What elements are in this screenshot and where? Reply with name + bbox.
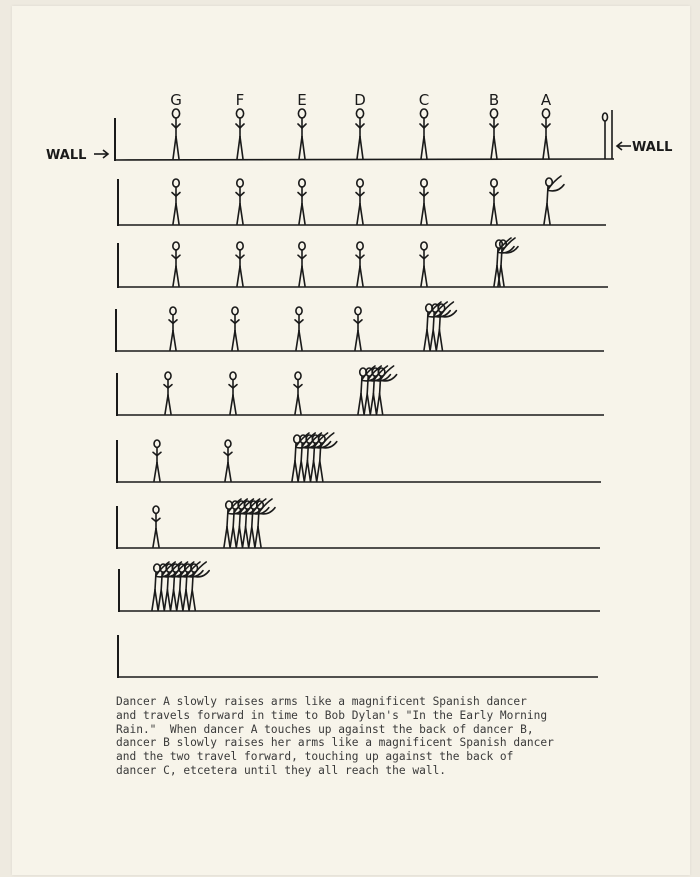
dancer-letter: C (418, 91, 430, 109)
right-wall-post (603, 110, 613, 159)
standing-dancer-figure (152, 506, 160, 547)
diagram-row (118, 238, 608, 288)
standing-dancer-figure (298, 109, 306, 159)
dancer-letter: G (170, 91, 182, 109)
standing-dancer-figure (356, 179, 364, 224)
diagram-row (117, 433, 601, 483)
standing-dancer-figure (295, 307, 303, 350)
standing-dancer-figure (164, 372, 172, 414)
caption-line: dancer C, etcetera until they all reach the wall. (116, 763, 447, 777)
standing-dancer-figure (420, 179, 428, 224)
standing-dancer-figure (231, 307, 239, 350)
standing-dancer-figure (542, 109, 550, 159)
standing-dancer-figure (169, 307, 177, 350)
standing-dancer-figure (356, 242, 364, 286)
standing-dancer-figure (224, 440, 232, 481)
caption-line: dancer B slowly raises her arms like a magnificent Spanish dancer (116, 736, 554, 750)
standing-dancer-figure (172, 109, 180, 159)
dancer-letter: E (297, 91, 307, 109)
standing-dancer-figure (420, 242, 428, 286)
caption-text (116, 695, 676, 778)
caption-line: and the two travel forward, touching up against the back of (116, 750, 514, 764)
diagram-row (119, 562, 600, 612)
caption-line: Rain." When dancer A touches up against the back of dancer B, (116, 722, 534, 736)
floor-line (115, 159, 614, 160)
standing-dancer-figure (236, 109, 244, 159)
wall-arrow-right (617, 142, 631, 150)
raised-arms-dancer-figure (498, 238, 518, 286)
diagram-row (115, 109, 614, 161)
wall-arrow-left (94, 150, 108, 158)
standing-dancer-figure (298, 179, 306, 224)
standing-dancer-figure (354, 307, 362, 350)
raised-arms-dancer-figure (494, 238, 514, 286)
dancer-letter: B (488, 91, 500, 109)
standing-dancer-figure (236, 242, 244, 286)
dancer-letter: F (235, 91, 245, 109)
diagram-row (117, 366, 604, 416)
caption-line: Dancer A slowly raises arms like a magnificent Spanish dancer (116, 695, 527, 708)
standing-dancer-figure (236, 179, 244, 224)
diagram-rows (115, 109, 614, 678)
standing-dancer-figure (356, 109, 364, 159)
standing-dancer-figure (153, 440, 161, 481)
diagram-row (117, 499, 600, 549)
caption-line: and travels forward in time to Bob Dylan's "In the Early Morning (116, 708, 548, 722)
wall-label-left: WALL (46, 148, 87, 163)
standing-dancer-figure (172, 179, 180, 224)
diagram-row (118, 176, 606, 226)
dancer-letters (170, 91, 552, 109)
standing-dancer-figure (490, 179, 498, 224)
standing-dancer-figure (172, 242, 180, 286)
standing-dancer-figure (294, 372, 302, 414)
diagram-row (116, 302, 604, 352)
raised-arms-dancer-figure (544, 176, 564, 224)
standing-dancer-figure (490, 109, 498, 159)
standing-dancer-figure (229, 372, 237, 414)
wall-label-right: WALL (632, 140, 673, 155)
diagram-row (118, 635, 598, 678)
dancer-letter: A (540, 91, 552, 109)
standing-dancer-figure (420, 109, 428, 159)
standing-dancer-figure (298, 242, 306, 286)
dancer-letter: D (354, 91, 366, 109)
